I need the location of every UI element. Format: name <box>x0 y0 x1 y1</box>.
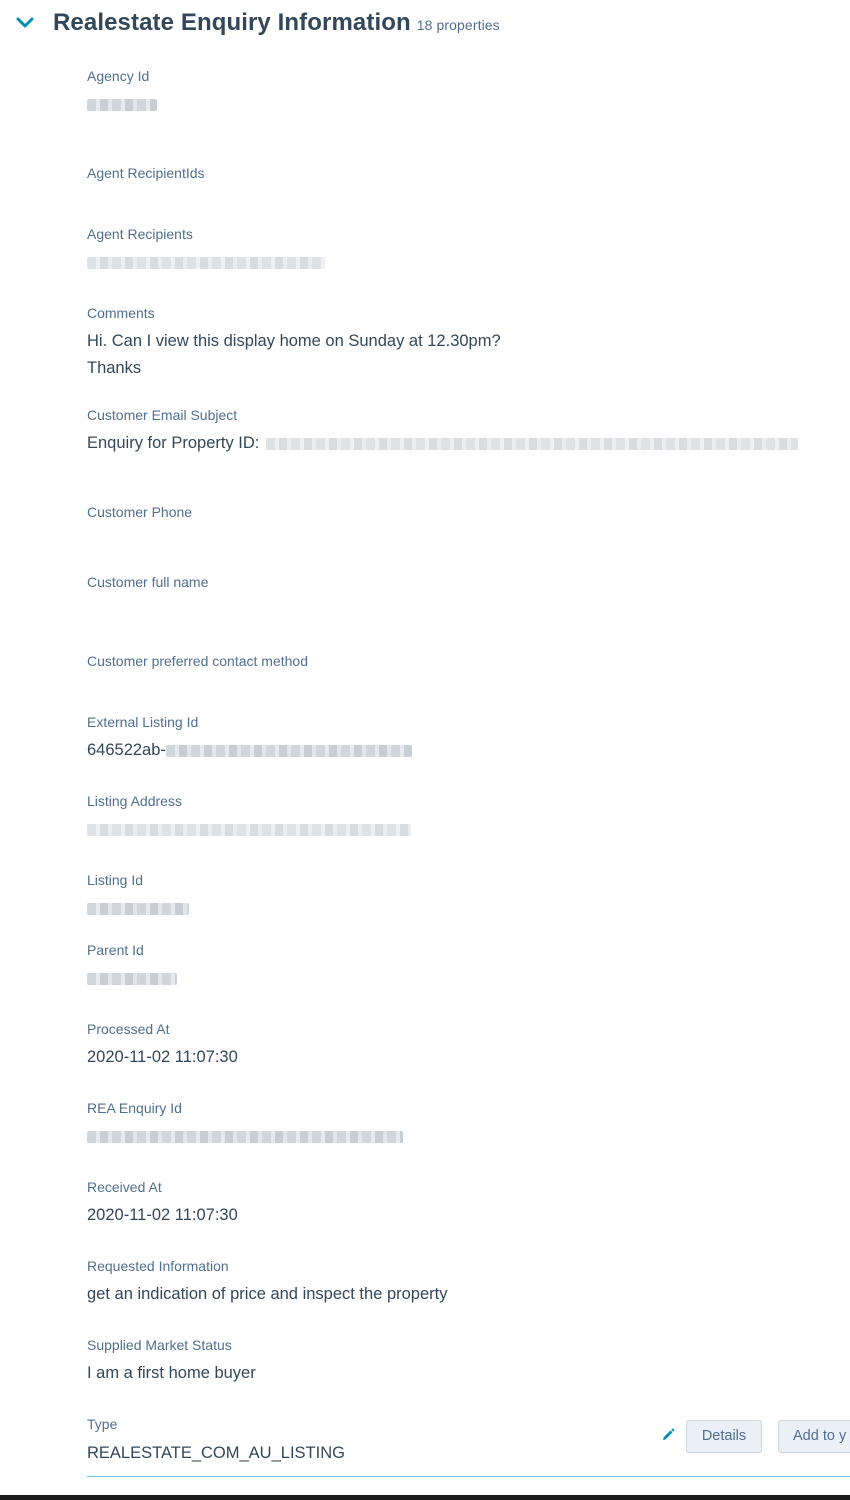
property-value: Hi. Can I view this display home on Sunday at 12.30pm? Thanks <box>87 332 501 377</box>
property-label: External Listing Id <box>87 714 199 730</box>
property-value-redacted <box>87 816 827 843</box>
property-value-redacted <box>87 1123 827 1150</box>
property-type[interactable] <box>87 1413 850 1477</box>
property-value-redacted <box>87 249 827 276</box>
property-value <box>87 737 827 764</box>
property-agent-recipient-ids <box>87 164 827 182</box>
property-value-text: Enquiry for Property ID: <box>87 434 260 452</box>
property-value: 2020-11-02 11:07:30 <box>87 1048 238 1066</box>
property-parent-id <box>87 941 827 992</box>
property-label: Customer preferred contact method <box>87 653 308 669</box>
property-value-redacted <box>87 895 827 922</box>
property-listing-address <box>87 792 827 843</box>
property-agent-recipients <box>87 225 827 276</box>
property-label: Agent RecipientIds <box>87 165 205 181</box>
property-label: Listing Address <box>87 793 182 809</box>
property-value: I am a first home buyer <box>87 1364 256 1382</box>
section-header <box>0 0 850 50</box>
property-value: REALESTATE_COM_AU_LISTING <box>87 1444 345 1462</box>
property-value-redacted <box>87 965 827 992</box>
property-label: Parent Id <box>87 942 144 958</box>
property-label: Customer full name <box>87 574 209 590</box>
property-supplied-market-status <box>87 1336 827 1387</box>
property-label: Received At <box>87 1179 162 1195</box>
property-value-redacted <box>166 745 412 757</box>
section-title-text: Realestate Enquiry Information <box>53 9 411 36</box>
property-value <box>87 430 827 457</box>
property-received-at <box>87 1178 827 1229</box>
property-listing-id <box>87 871 827 922</box>
property-label: Requested Information <box>87 1258 229 1274</box>
property-label: Listing Id <box>87 872 144 888</box>
property-label: REA Enquiry Id <box>87 1100 182 1116</box>
property-agency-id <box>87 67 827 118</box>
property-label: Comments <box>87 305 155 321</box>
property-value: get an indication of price and inspect the property <box>87 1285 448 1303</box>
chevron-down-icon[interactable] <box>14 12 36 34</box>
property-comments <box>87 304 827 382</box>
details-button[interactable]: Details <box>686 1420 762 1453</box>
property-external-listing-id <box>87 713 827 764</box>
property-label: Customer Email Subject <box>87 407 238 423</box>
pencil-icon[interactable] <box>660 1427 676 1443</box>
property-customer-full-name <box>87 573 827 591</box>
property-label: Supplied Market Status <box>87 1337 232 1353</box>
property-customer-phone <box>87 503 827 521</box>
property-customer-preferred-contact-method <box>87 652 827 670</box>
property-rea-enquiry-id <box>87 1099 827 1150</box>
property-label: Agency Id <box>87 68 150 84</box>
property-processed-at <box>87 1020 827 1071</box>
property-label: Agent Recipients <box>87 226 193 242</box>
property-label: Processed At <box>87 1021 170 1037</box>
property-value-redacted <box>266 438 798 450</box>
bottom-bar <box>0 1495 850 1500</box>
property-requested-information <box>87 1257 827 1308</box>
section-title[interactable] <box>53 9 500 37</box>
property-value-text: 646522ab- <box>87 741 166 759</box>
add-to-button[interactable]: Add to y <box>778 1420 850 1453</box>
property-count: 18 properties <box>416 17 500 33</box>
property-customer-email-subject <box>87 406 827 457</box>
property-value: 2020-11-02 11:07:30 <box>87 1206 238 1224</box>
property-value-redacted <box>87 91 827 118</box>
property-label: Type <box>87 1416 118 1432</box>
property-label: Customer Phone <box>87 504 193 520</box>
